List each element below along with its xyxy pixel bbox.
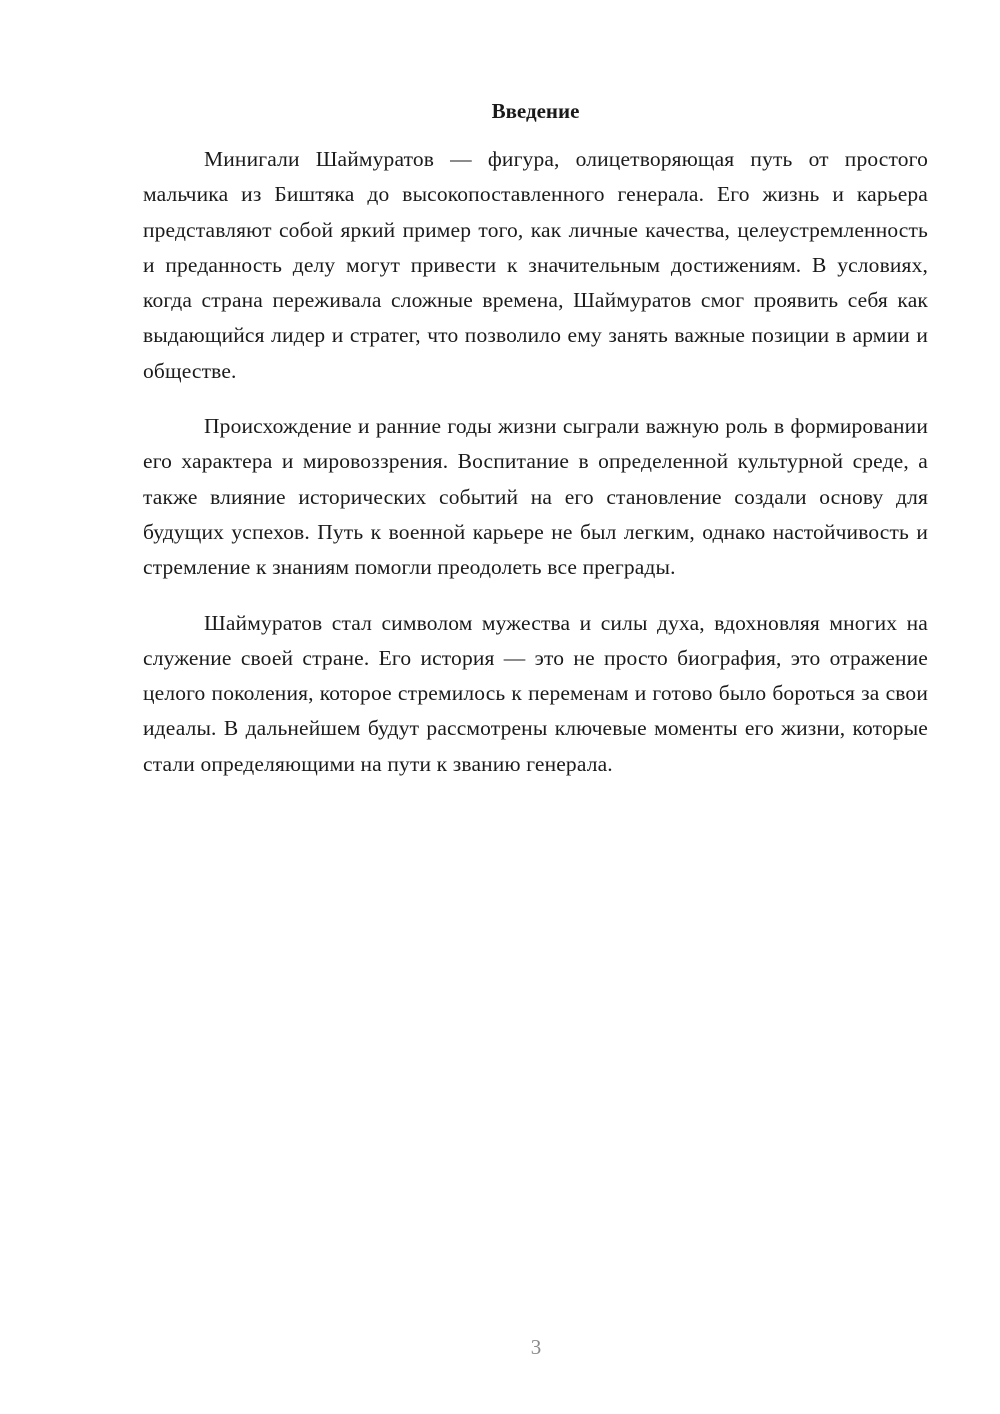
paragraph-3: Шаймуратов стал символом мужества и силы духа, вдохновляя многих на служение своей стране. Его история — это не просто биография, это отражение целого поколения, которое стремилось к переменам и готово было бороться за свои идеалы. В дальнейшем будут рассмотрены ключевые моменты его жизни, которые стали определяющими на пути к званию генерала. — [143, 610, 928, 776]
section-heading: Введение — [491, 99, 580, 123]
paragraph-1: Минигали Шаймуратов — фигура, олицетворяющая путь от простого мальчика из Биштяка до высокопоставленного генерала. Его жизнь и карьера представляют собой яркий пример того, как личные качества, целеустремленность и преданность делу могут привести к значительным достижениям. В условиях, когда страна переживала сложные времена, Шаймуратов смог проявить себя как выдающийся лидер и стратег, что позволило ему занять важные позиции в армии и обществе. — [143, 147, 928, 383]
paragraph-2: Происхождение и ранние годы жизни сыграли важную роль в формировании его характера и мировоззрения. Воспитание в определенной культурной среде, а также влияние исторических событий на его становление создали основу для будущих успехов. Путь к военной карьере не был легким, однако настойчивость и стремление к знаниям помогли преодолеть все преграды. — [143, 414, 928, 580]
page-number: 3 — [530, 1335, 542, 1359]
body-text — [143, 142, 928, 802]
